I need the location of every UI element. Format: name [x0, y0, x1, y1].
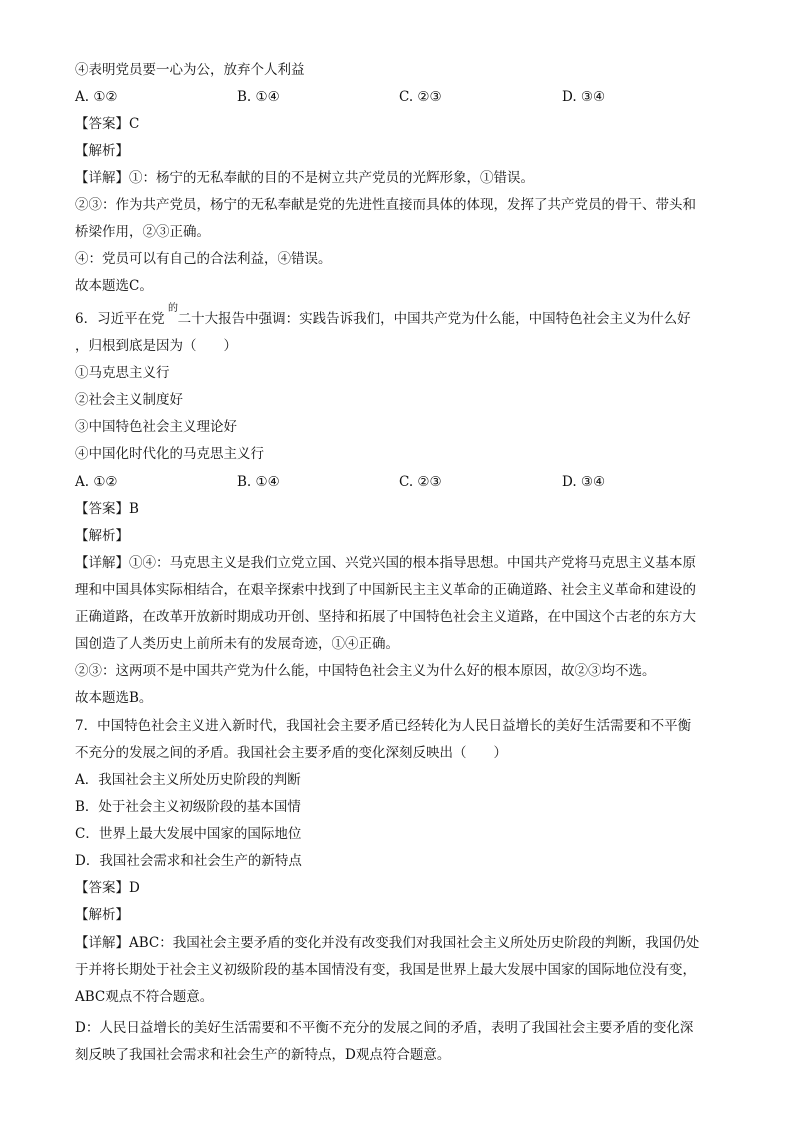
- q6-option-c: C. ②③: [399, 474, 442, 490]
- q7-detail-line: D：人民日益增长的美好生活需要和不平衡不充分的发展之间的矛盾，表明了我国社会主要矛盾的变化深: [75, 1020, 694, 1036]
- q7-option-c: C．世界上最大发展中国家的国际地位: [75, 826, 302, 842]
- q6-detail-line: 故本题选B。: [75, 690, 153, 706]
- q6-statement-3: ③中国特色社会主义理论好: [75, 419, 237, 435]
- q5-analysis-heading: 【解析】: [75, 143, 129, 159]
- q5-option-c: C. ②③: [399, 89, 442, 105]
- q5-detail-line: 故本题选C。: [75, 278, 153, 294]
- q5-answer: 【答案】C: [75, 116, 140, 132]
- q6-analysis-heading: 【解析】: [75, 528, 129, 544]
- q6-option-b: B. ①④: [237, 474, 280, 490]
- q6-option-a: A. ①②: [75, 474, 118, 490]
- q7-detail-line: 于并将长期处于社会主义初级阶段的基本国情没有变，我国是世界上最大发展中国家的国际地位没有变，: [75, 962, 696, 978]
- q7-option-a: A．我国社会主义所处历史阶段的判断: [75, 772, 301, 788]
- q6-detail-line: 国创造了人类历史上前所未有的发展奇迹，①④正确。: [75, 636, 399, 652]
- q5-option-d: D. ③④: [562, 89, 606, 105]
- q6-statement-1: ①马克思主义行: [75, 365, 170, 381]
- q5-option-a: A. ①②: [75, 89, 118, 105]
- q5-option-b: B. ①④: [237, 89, 280, 105]
- q6-stem-part-b: 二十大报告中强调：实践告诉我们，中国共产党为什么能，中国特色社会主义为什么好: [177, 311, 691, 327]
- q5-statement-4: ④表明党员要一心为公，放弃个人利益: [75, 62, 305, 78]
- q7-option-d: D．我国社会需求和社会生产的新特点: [75, 853, 302, 869]
- q7-detail-line: 刻反映了我国社会需求和社会生产的新特点，D观点符合题意。: [75, 1047, 451, 1063]
- q7-analysis-heading: 【解析】: [75, 907, 129, 923]
- q6-detail-line: 【详解】①④：马克思主义是我们立党立国、兴党兴国的根本指导思想。中国共产党将马克思主义基本原: [75, 555, 696, 571]
- q7-answer: 【答案】D: [75, 880, 140, 896]
- q7-stem-line: 7．中国特色社会主义进入新时代，我国社会主要矛盾已经转化为人民日益增长的美好生活需要和不平衡: [75, 718, 692, 734]
- q6-option-d: D. ③④: [562, 474, 606, 490]
- q6-detail-line: 正确道路，在改革开放新时期成功开创、坚持和拓展了中国特色社会主义道路，在中国这个古老的东方大: [75, 609, 696, 625]
- q7-option-b: B．处于社会主义初级阶段的基本国情: [75, 799, 301, 815]
- q5-detail-line: ②③：作为共产党员，杨宁的无私奉献是党的先进性直接而具体的体现，发挥了共产党员的骨干、带头和: [75, 197, 696, 213]
- q6-stem-superscript: 的: [168, 303, 178, 314]
- q5-detail-line: 桥梁作用，②③正确。: [75, 224, 210, 240]
- q6-statement-4: ④中国化时代化的马克思主义行: [75, 446, 264, 462]
- q7-detail-line: 【详解】ABC：我国社会主要矛盾的变化并没有改变我们对我国社会主义所处历史阶段的判断，我国仍处: [75, 935, 700, 951]
- q6-detail-line: 理和中国具体实际相结合，在艰辛探索中找到了中国新民主主义革命的正确道路、社会主义革命和建设的: [75, 582, 696, 598]
- q5-detail-line: ④：党员可以有自己的合法利益，④错误。: [75, 251, 332, 267]
- q6-detail-line: ②③：这两项不是中国共产党为什么能，中国特色社会主义为什么好的根本原因，故②③均不选。: [75, 663, 656, 679]
- q7-detail-line: ABC观点不符合题意。: [75, 989, 214, 1005]
- q6-statement-2: ②社会主义制度好: [75, 392, 183, 408]
- q7-stem-line: 不充分的发展之间的矛盾。我国社会主要矛盾的变化深刻反映出（ ）: [75, 745, 507, 761]
- q6-answer: 【答案】B: [75, 501, 139, 517]
- q6-stem-line-2: ，归根到底是因为（ ）: [75, 338, 237, 354]
- q6-stem-part-a: 6．习近平在党: [75, 311, 165, 327]
- q5-detail-line: 【详解】①：杨宁的无私奉献的目的不是树立共产党员的光辉形象，①错误。: [75, 170, 534, 186]
